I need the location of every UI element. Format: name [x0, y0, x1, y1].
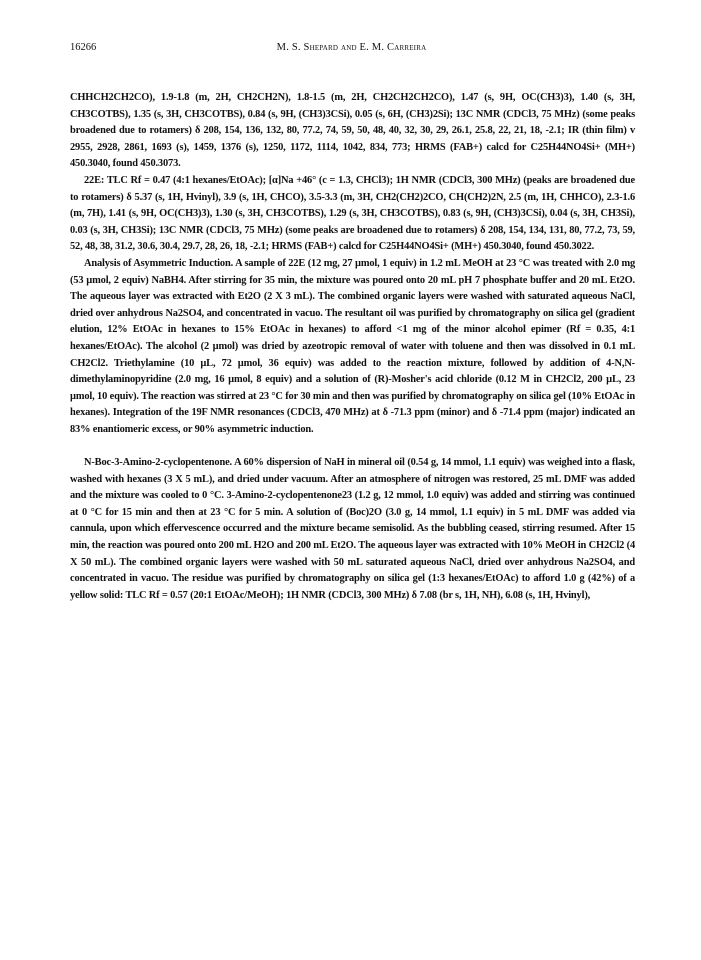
- body-text: [70, 90, 635, 604]
- paragraph-continuation: [70, 90, 635, 173]
- paragraph-text: A sample of 22E (12 mg, 27 µmol, 1 equiv) in 1.2 mL MeOH at 23 °C was treated with 2.0 mg (53 µmol, 2 equiv) NaBH4. After stirring for 35 min, the mixture was poured onto 20 mL pH 7 phosphate buffer and 20 mL Et2O. The aqueous layer was extracted with Et2O (2 X 3 mL). The combined organic layers were washed with saturated aqueous NaCl, dried over anhydrous Na2SO4, and concentrated in vacuo. The resultant oil was purified by chromatography on silica gel (gradient elution, 12% EtOAc in hexanes to 15% EtOAc in hexanes) to afford <1 mg of the minor alcohol epimer (Rf = 0.35, 4:1 hexanes/EtOAc). The alcohol (2 µmol) was dried by azeotropic removal of water with toluene and then was dissolved in 0.1 mL CH2Cl2. Triethylamine (10 µL, 72 µmol, 36 equiv) was added to the reaction mixture, followed by addition of 4-N,N-dimethylaminopyridine (2.0 mg, 16 µmol, 8 equiv) and a solution of (R)-Mosher's acid chloride (0.12 M in CH2Cl2, 200 µL, 23 µmol, 10 equiv). The reaction was stirred at 23 °C for 30 min and then was purified by chromatography on silica gel (10% EtOAc in hexanes). Integration of the 19F NMR resonances (CDCl3, 470 MHz) at δ -71.3 ppm (minor) and δ -71.4 ppm (major) indicated an 83% enantiomeric excess, or 90% asymmetric induction.: [70, 257, 636, 435]
- paragraph-asymmetric-induction: [70, 256, 635, 439]
- paragraph-text: A 60% dispersion of NaH in mineral oil (0.54 g, 14 mmol, 1.1 equiv) was weighed into a flask, washed with hexanes (3 X 5 mL), and dried under vacuum. After an atmosphere of nitrogen was restored, 25 mL DMF was added and the mixture was cooled to 0 °C. 3-Amino-2-cyclopentenone23 (1.2 g, 12 mmol, 1.0 equiv) was added and stirring was continued at 0 °C for 15 min and then at 23 °C for 5 min. A solution of (Boc)2O (3.0 g, 14 mmol, 1.1 equiv) in 5 mL DMF was added via cannula, upon which effervescence occurred and the mixture became semisolid. As the bubbling ceased, stirring resumed. After 15 min, the reaction was poured onto 200 mL H2O and 200 mL Et2O. The aqueous layer was extracted with 10% MeOH in CH2Cl2 (4 X 50 mL). The combined organic layers were washed with 50 mL saturated aqueous NaCl, dried over anhydrous Na2SO4, and concentrated in vacuo. The residue was purified by chromatography on silica gel (1:3 hexanes/EtOAc) to afford 1.0 g (42%) of a yellow solid: TLC Rf = 0.57 (20:1 EtOAc/MeOH); 1H NMR (CDCl3, 300 MHz) δ 7.08 (br s, 1H, NH), 6.08 (s, 1H, Hvinyl),: [70, 457, 635, 601]
- running-head: M. S. Shepard and E. M. Carreira: [276, 42, 427, 53]
- page-number: 16266: [70, 42, 97, 53]
- paragraph-22e: [70, 173, 635, 256]
- paragraph-lead: N-Boc-3-Amino-2-cyclopentenone.: [84, 457, 233, 469]
- paragraph-lead: Analysis of Asymmetric Induction.: [84, 257, 234, 269]
- paragraph-lead: 22E:: [84, 174, 105, 186]
- paragraph-text: TLC Rf = 0.47 (4:1 hexanes/EtOAc); [α]Na +46° (c = 1.3, CHCl3); 1H NMR (CDCl3, 300 MHz) (peaks are broadened due to rotamers) δ 5.37 (s, 1H, Hvinyl), 3.9 (s, 1H, CHCO), 3.5-3.3 (m, 3H, CH2(CH2)2CO, CH(CH2)2N, 2.5 (m, 1H, CHHCO), 2.3-1.6 (m, 7H), 1.41 (s, 9H, OC(CH3)3), 1.30 (s, 3H, CH3COTBS), 1.29 (s, 3H, CH3COTBS), 0.83 (s, 9H, (CH3)3CSi), 0.04 (s, 3H, CH3Si), 0.03 (s, 3H, CH3Si); 13C NMR (CDCl3, 75 MHz) (some peaks are broadened due to rotamers) δ 208, 154, 134, 131, 80, 77.2, 73, 59, 52, 48, 38, 31.2, 30.6, 30.4, 29.7, 28, 26, 18, -2.1; HRMS (FAB+) calcd for C25H44NO4Si+ (MH+) 450.3040, found 450.3022.: [70, 174, 636, 253]
- paragraph-n-boc-amino-cyclopentenone: [70, 455, 635, 604]
- page-header: [70, 40, 633, 56]
- paragraph-text: CHHCH2CH2CO), 1.9-1.8 (m, 2H, CH2CH2N), 1.8-1.5 (m, 2H, CH2CH2CH2CO), 1.47 (s, 9H, OC(CH3)3), 1.40 (s, 3H, CH3COTBS), 1.35 (s, 3H, CH3COTBS), 0.84 (s, 9H, (CH3)3CSi), 0.05 (s, 6H, (CH3)2Si); 13C NMR (CDCl3, 75 MHz) (some peaks broadened due to rotamers) δ 208, 154, 136, 132, 80, 77.2, 74, 59, 50, 48, 40, 32, 30, 29, 26.1, 25.8, 22, 21, 18, -2.1; IR (thin film) v 2955, 2928, 2861, 1693 (s), 1459, 1376 (s), 1250, 1172, 1114, 1042, 834, 773; HRMS (FAB+) calcd for C25H44NO4Si+ (MH+) 450.3040, found 450.3073.: [70, 92, 635, 170]
